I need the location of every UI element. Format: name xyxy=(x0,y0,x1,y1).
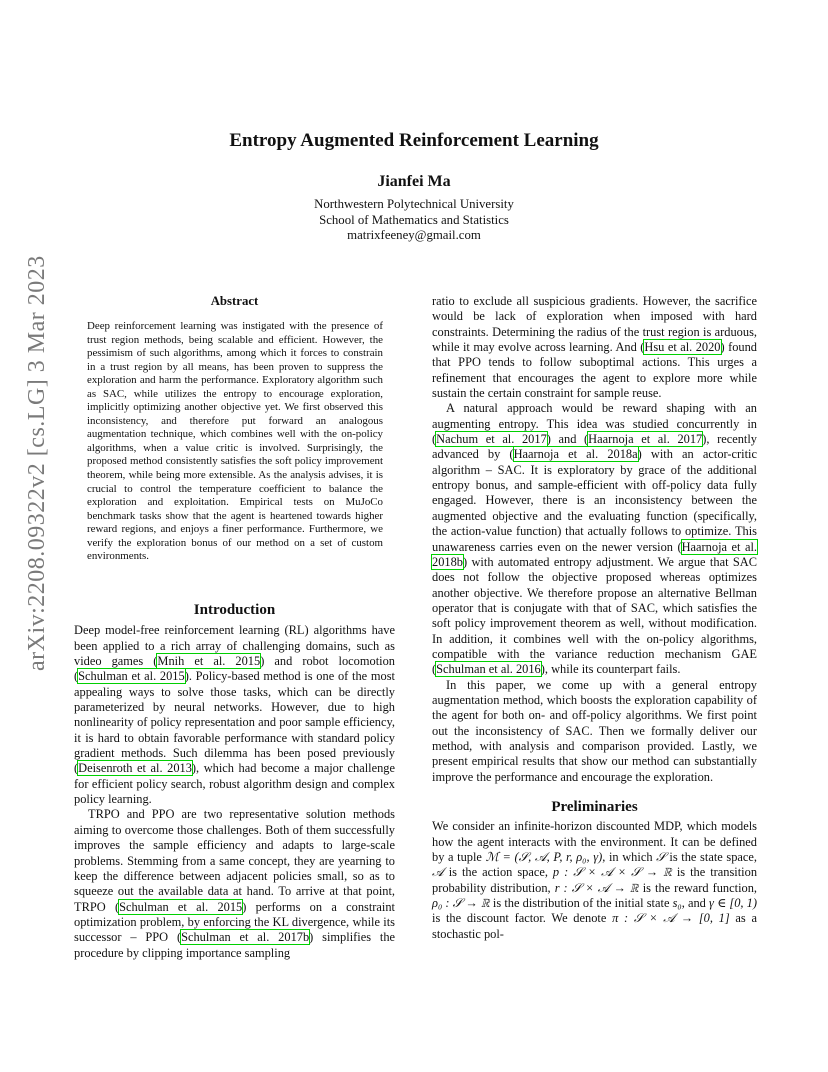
math-inline: 𝒮 xyxy=(656,850,666,865)
citation-link[interactable]: Hsu et al. 2020 xyxy=(644,340,721,355)
right-column xyxy=(432,294,757,942)
affiliation-university: Northwestern Polytechnical University xyxy=(314,197,514,211)
citation-link[interactable]: Haarnoja et al. 2018b xyxy=(432,539,757,569)
citation-link[interactable]: Schulman et al. 2017b xyxy=(181,930,310,945)
preliminaries-paragraph: We consider an infinite-horizon discounted MDP, which models how the agent interacts with the environment. It can be defined by a tuple ℳ = (𝒮, 𝒜, P, r, ρ₀, γ), in which 𝒮 is the state space, 𝒜 is the action space, p : 𝒮 × 𝒜 × 𝒮 → ℝ is the transition probability distribution, r : 𝒮 × 𝒜 → ℝ is the reward function, ρ₀ : 𝒮 → ℝ is the distribution of the initial state s₀, and γ ∈ [0, 1) is the discount factor. We denote π : 𝒮 × 𝒜 → [0, 1] as a stochastic pol- xyxy=(432,819,758,941)
math-inline: π : 𝒮 × 𝒜 → [0, 1] xyxy=(612,911,730,926)
intro-paragraph-5: In this paper, we come up with a general entropy augmentation method, which boosts the exploration capability of the agent for both on- and off-policy algorithms. We first point out the inconsistency of SAC. Then we formally deliver our method, with analysis and comparison provided. Lastly, we present empirical results that show our method can substantially improve the performance and encourage the exploration. xyxy=(432,677,757,784)
intro-paragraph-4: A natural approach would be reward shaping with an augmenting entropy. This idea was studied concurrently in (Nachum et al. 2017) and (Haarnoja et al. 2017), recently advanced by (Haarnoja et al. 2018a) with an actor-critic algorithm – SAC. It is exploratory by grace of the additional entropy bonus, and sample-efficient with off-policy data fully engaged. However, there is an inconsistency between the augmented objective and the evaluating function (specifically, the action-value function) that actually follows to optimize. This unawareness carries even on the newer version (Haarnoja et al. 2018b) with automated entropy adjustment. We argue that SAC does not follow the objective proposed whereas optimizes another objective. We therefore propose an alternative Bellman operator that is conjugate with that of SAC, which satisfies the soft policy improvement theorem as well, without modification. In addition, it combines well with the on-policy algorithms, compatible with the variance reduction mechanism GAE (Schulman et al. 2016), while its counterpart fails. xyxy=(432,401,757,677)
citation-link[interactable]: Schulman et al. 2015 xyxy=(78,669,185,684)
citation-link[interactable]: Nachum et al. 2017 xyxy=(436,432,547,447)
affiliation-school: School of Mathematics and Statistics xyxy=(319,212,509,227)
abstract-heading: Abstract xyxy=(210,294,259,308)
author-name: Jianfei Ma xyxy=(377,173,451,190)
math-inline: 𝒜 xyxy=(432,865,444,880)
math-inline: s₀ xyxy=(672,896,682,911)
paper-title: Entropy Augmented Reinforcement Learning xyxy=(229,130,599,151)
affiliation-block xyxy=(0,197,828,244)
introduction-heading: Introduction xyxy=(193,602,276,618)
citation-link[interactable]: Deisenroth et al. 2013 xyxy=(78,761,192,776)
math-inline: ℳ = (𝒮, 𝒜, P, r, ρ₀, γ) xyxy=(485,850,603,865)
left-column xyxy=(74,603,395,961)
math-inline: ρ₀ : 𝒮 → ℝ xyxy=(432,896,490,911)
citation-link[interactable]: Mnih et al. 2015 xyxy=(157,654,261,669)
math-inline: r : 𝒮 × 𝒜 → ℝ xyxy=(554,880,639,895)
arxiv-identifier-text: arXiv:2208.09322v2 [cs.LG] 3 Mar 2023 xyxy=(24,255,50,671)
intro-paragraph-3: ratio to exclude all suspicious gradients. However, the sacrifice would be lack of exploration when imposed with hard constraints. Determining the radius of the trust region is arduous, while it may evolve across learning. And (Hsu et al. 2020) found that PPO tends to follow suboptimal actions. This urges a refinement that encourages the agent to explore more while sustain the certain constraint for sample reuse. xyxy=(432,294,757,401)
arxiv-side-identifier xyxy=(24,255,64,671)
math-inline: p : 𝒮 × 𝒜 × 𝒮 → ℝ xyxy=(552,865,672,880)
intro-paragraph-2: TRPO and PPO are two representative solution methods aiming to overcome those challenges. Both of them successfully improves the sample efficiency and adapts to large-scale problems. Stemming from a same concept, they are yearning to keep the difference between adjacent policies small, so as to squeeze out the available data at hand. To arrive at that point, TRPO (Schulman et al. 2015) performs on a constraint optimization problem, by enforcing the KL divergence, while its successor – PPO (Schulman et al. 2017b) simplifies the procedure by clipping importance sampling xyxy=(74,807,396,960)
citation-link[interactable]: Haarnoja et al. 2018a xyxy=(513,447,638,462)
math-inline: γ ∈ [0, 1) xyxy=(709,896,757,911)
author-email: matrixfeeney@gmail.com xyxy=(347,228,481,242)
citation-link[interactable]: Schulman et al. 2016 xyxy=(436,662,541,677)
preliminaries-heading: Preliminaries xyxy=(551,799,638,815)
citation-link[interactable]: Haarnoja et al. 2017 xyxy=(588,432,703,447)
citation-link[interactable]: Schulman et al. 2015 xyxy=(119,899,243,914)
intro-paragraph-1: Deep model-free reinforcement learning (RL) algorithms have been applied to a rich array of challenging domains, such as video games (Mnih et al. 2015) and robot locomotion (Schulman et al. 2015). Policy-based method is one of the most appealing ways to solve those tasks, which can be directly parameterized by neural networks. However, due to high nonlinearity of policy representation and poor sample efficiency, it is hard to obtain favorable performance with standard policy gradient methods. Such dilemma has been posed previously (Deisenroth et al. 2013), which had become a major challenge for efficient policy search, robust algorithm design and complex policy learning. xyxy=(74,623,395,807)
abstract-text: Deep reinforcement learning was instigated with the presence of trust region methods, being scalable and efficient. However, the pessimism of such algorithms, among which it forces to constrain in a trust region by all means, has been proven to suppress the exploration and harm the performance. Exploratory algorithm such as SAC, while utilizes the entropy to encourage exploration, implicitly optimizing another objective yet. We first observed this inconsistency, and therefore put forward an analogous augmentation technique, which combines well with the on-policy algorithms, when a value critic is involved. Surprisingly, the proposed method consistently satisfies the soft policy improvement theorem, while being more extensible. As the analysis advises, it is crucial to control the temperature coefficient to balance the exploration and exploitation. Empirical tests on MuJoCo benchmark tasks show that the agent is heartened towards higher reward regions, and enjoys a finer performance. Furthermore, we verify the exploration bonus of our method on a set of custom environments. xyxy=(87,320,383,563)
